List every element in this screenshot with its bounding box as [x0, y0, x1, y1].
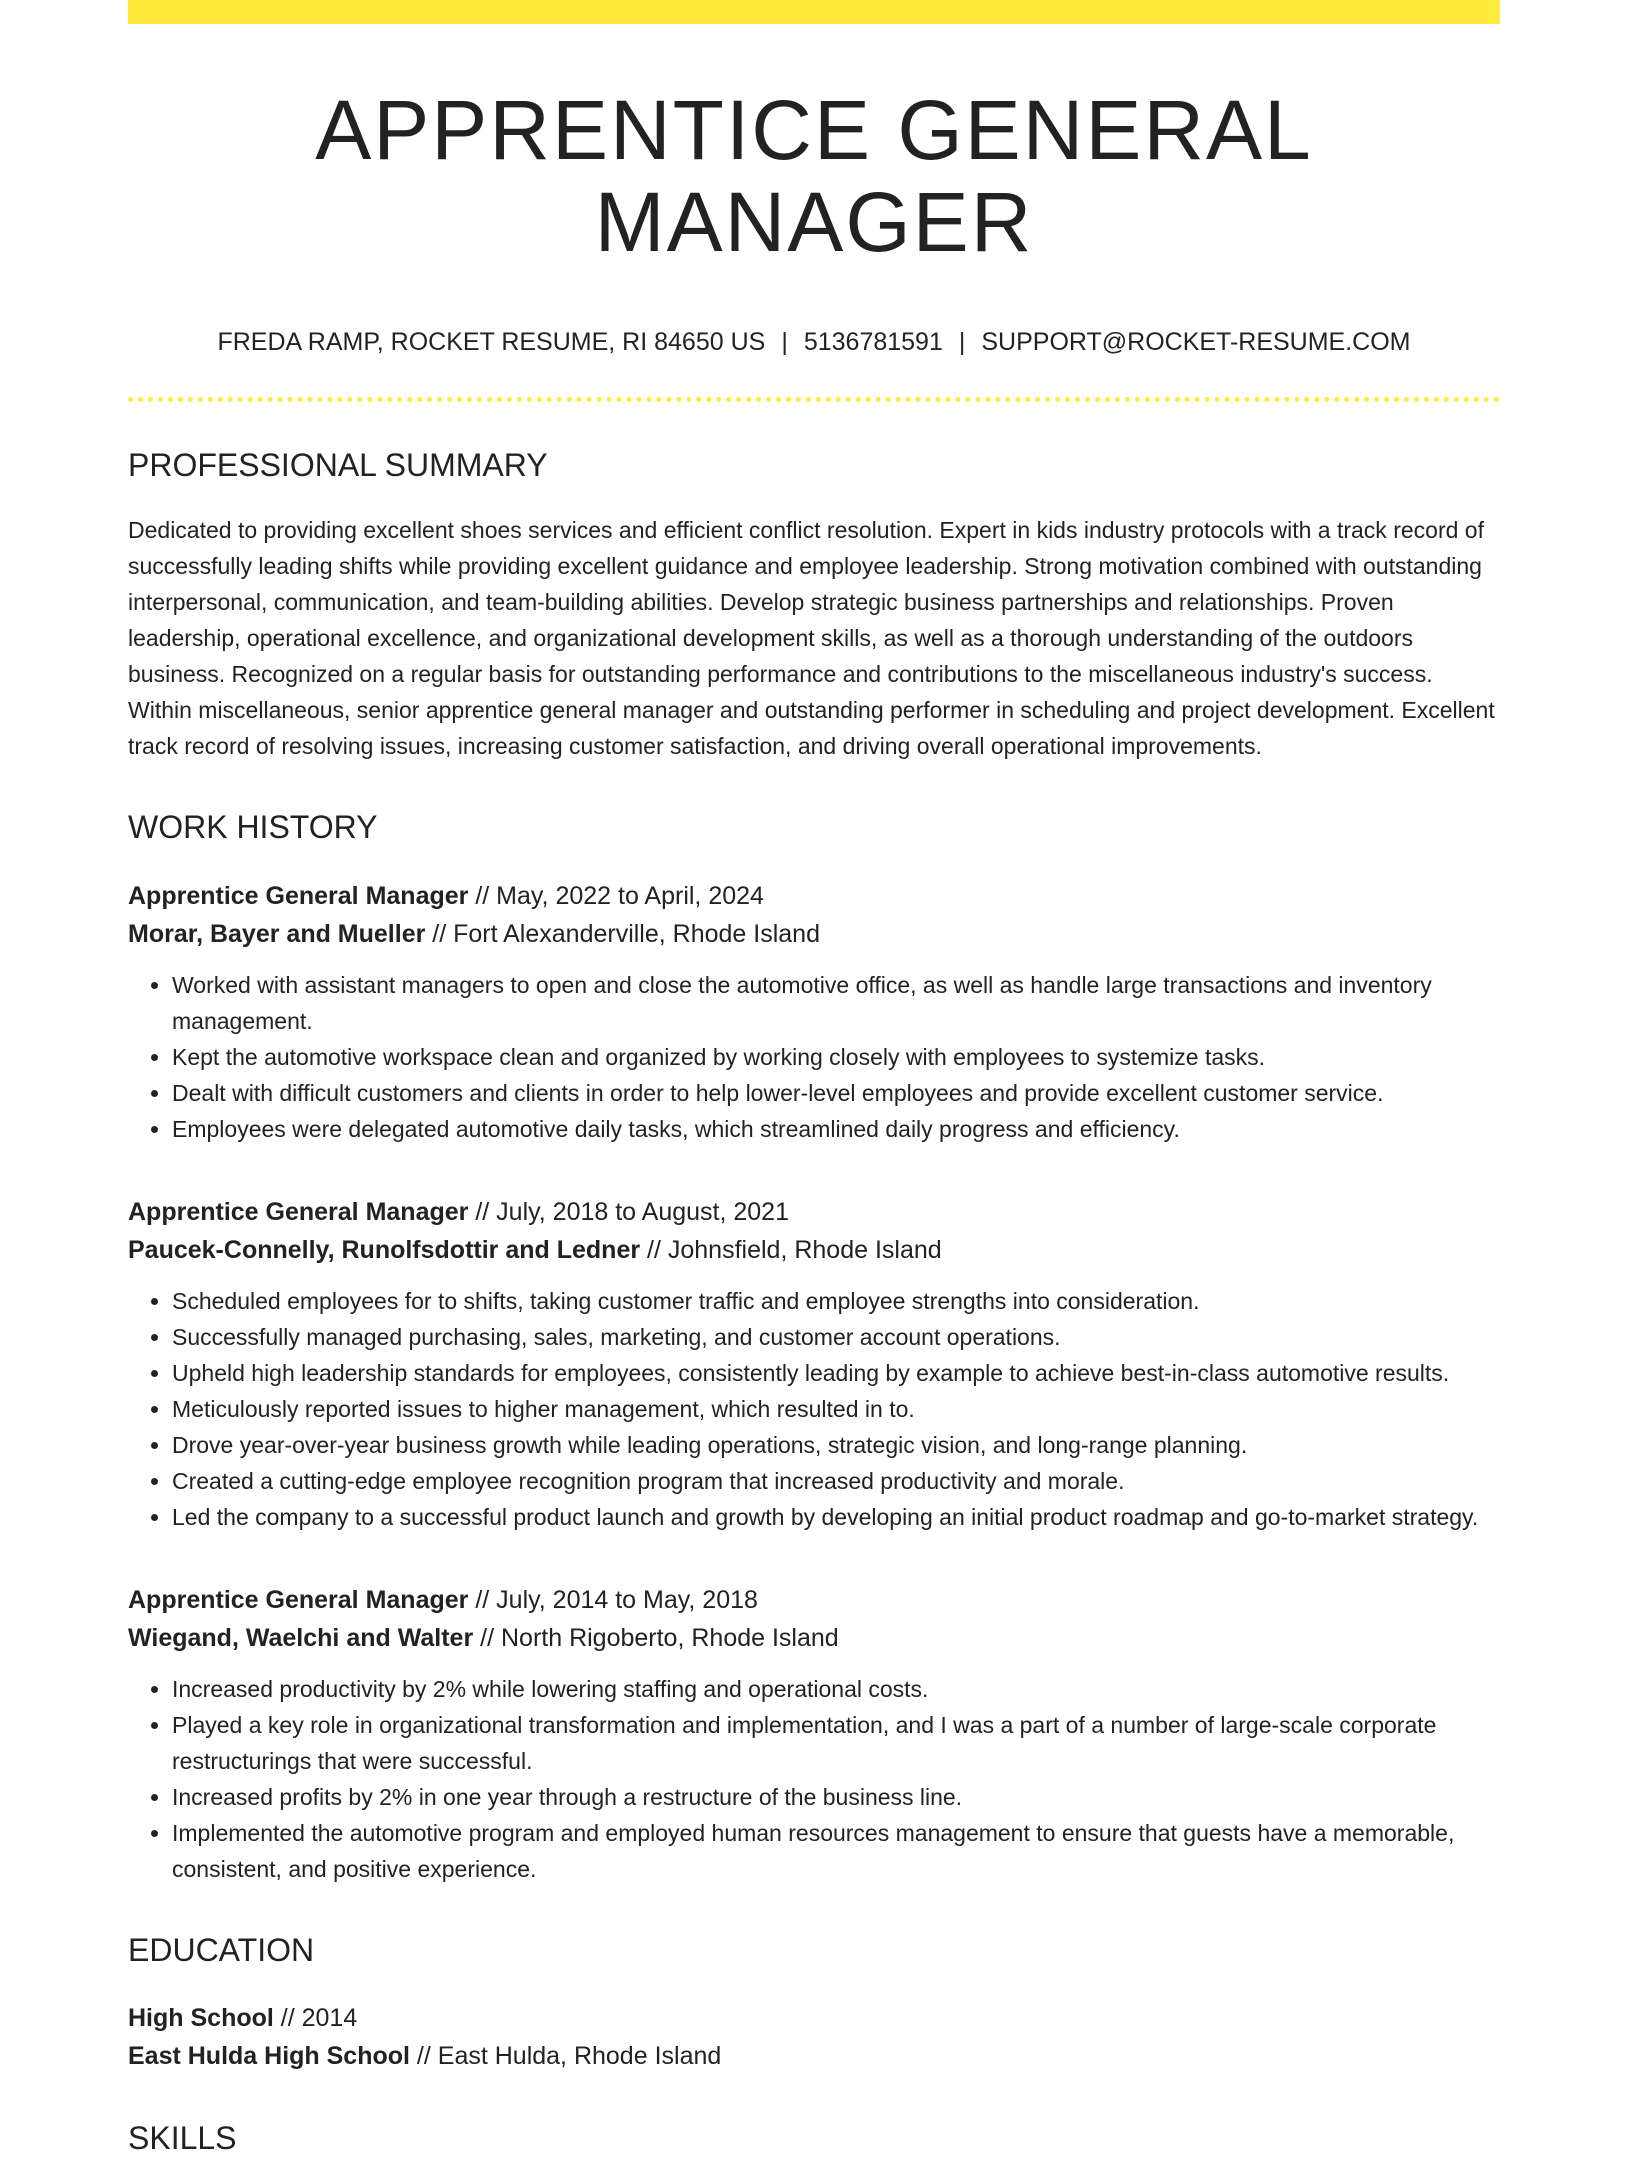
job-company: Wiegand, Waelchi and Walter: [128, 1623, 474, 1652]
job-title-line: [128, 1581, 1500, 1619]
contact-phone: 5136781591: [803, 327, 943, 356]
job-bullet: • Successfully managed purchasing, sales, marketing, and customer account operations.: [172, 1319, 1500, 1355]
contact-separator: |: [781, 327, 788, 356]
job-dates: // May, 2022 to April, 2024: [468, 881, 764, 910]
job-bullet: • Increased profits by 2% in one year through a restructure of the business line.: [172, 1779, 1500, 1815]
job-bullet: • Drove year-over-year business growth while leading operations, strategic vision, and long-range planning.: [172, 1427, 1500, 1463]
job-bullet: • Kept the automotive workspace clean and organized by working closely with employees to systemize tasks.: [172, 1039, 1500, 1075]
education-year: // 2014: [273, 2003, 358, 2032]
job-entry: [128, 1193, 1500, 1535]
resume-title: APPRENTICE GENERAL MANAGER: [315, 83, 1313, 270]
job-location: // Johnsfield, Rhode Island: [640, 1235, 942, 1264]
job-bullet: • Worked with assistant managers to open and close the automotive office, as well as handle large transactions and inventory management.: [172, 967, 1500, 1039]
job-company: Paucek-Connelly, Runolfsdottir and Ledner: [128, 1235, 641, 1264]
job-bullet: • Meticulously reported issues to higher management, which resulted in to.: [172, 1391, 1500, 1427]
job-bullet: • Implemented the automotive program and employed human resources management to ensure that guests have a memorable, consistent, and positive experience.: [172, 1815, 1500, 1887]
education-heading: EDUCATION: [128, 1931, 315, 1968]
job-location: // North Rigoberto, Rhode Island: [473, 1623, 839, 1652]
job-title-line: [128, 877, 1500, 915]
contact-separator: |: [958, 327, 966, 356]
skills-heading: SKILLS: [128, 2119, 237, 2156]
job-bullet: • Played a key role in organizational transformation and implementation, and I was a part of a number of large-scale corporate restructurings that were successful.: [172, 1707, 1500, 1779]
resume-page: [128, 0, 1500, 2157]
job-bullet: • Upheld high leadership standards for employees, consistently leading by example to achieve best-in-class automotive results.: [172, 1355, 1500, 1391]
job-bullets: [128, 1671, 1500, 1887]
job-bullet: • Employees were delegated automotive daily tasks, which streamlined daily progress and efficiency.: [172, 1111, 1500, 1147]
job-dates: // July, 2018 to August, 2021: [468, 1197, 789, 1226]
job-title-line: [128, 1193, 1500, 1231]
job-bullets: [128, 1283, 1500, 1535]
education-location: // East Hulda, Rhode Island: [409, 2041, 722, 2070]
job-company-line: [128, 915, 1500, 953]
job-bullet: • Increased productivity by 2% while lowering staffing and operational costs.: [172, 1671, 1500, 1707]
job-company: Morar, Bayer and Mueller: [128, 919, 426, 948]
job-company-line: [128, 1231, 1500, 1269]
education-degree-line: [128, 1999, 1500, 2037]
contact-email: SUPPORT@ROCKET-RESUME.COM: [981, 327, 1411, 356]
contact-line: [128, 327, 1500, 357]
job-title: Apprentice General Manager: [128, 1585, 469, 1614]
job-bullet: • Created a cutting-edge employee recognition program that increased productivity and morale.: [172, 1463, 1500, 1499]
job-bullet: • Dealt with difficult customers and clients in order to help lower-level employees and provide excellent customer service.: [172, 1075, 1500, 1111]
work-history-heading: WORK HISTORY: [128, 809, 378, 846]
job-title: Apprentice General Manager: [128, 1197, 469, 1226]
job-dates: // July, 2014 to May, 2018: [468, 1585, 758, 1614]
job-bullet: • Led the company to a successful product launch and growth by developing an initial product roadmap and go-to-market strategy.: [172, 1499, 1500, 1535]
summary-text: Dedicated to providing excellent shoes services and efficient conflict resolution. Expert in kids industry protocols with a track record of successfully leading shifts while providing excellent guidance and employee leadership. Strong motivation combined with outstanding interpersonal, communication, and team-building abilities. Develop strategic business partnerships and relationships. Proven leadership, operational excellence, and organizational development skills, as well as a thorough understanding of the outdoors business. Recognized on a regular basis for outstanding performance and contributions to the miscellaneous industry's success. Within miscellaneous, senior apprentice general manager and outstanding performer in scheduling and project development. Excellent track record of resolving issues, increasing customer satisfaction, and driving overall operational improvements.: [128, 517, 1495, 760]
education-school-line: [128, 2037, 1500, 2075]
accent-top-bar: [128, 0, 1500, 24]
job-company-line: [128, 1619, 1500, 1657]
education-entry: [128, 1999, 1500, 2075]
summary-heading: PROFESSIONAL SUMMARY: [128, 446, 548, 483]
education-degree: High School: [128, 2003, 274, 2032]
job-location: // Fort Alexanderville, Rhode Island: [425, 919, 820, 948]
education-school: East Hulda High School: [128, 2041, 410, 2070]
dotted-divider: [128, 397, 1500, 402]
job-bullet: • Scheduled employees for to shifts, taking customer traffic and employee strengths into consideration.: [172, 1283, 1500, 1319]
job-entry: [128, 877, 1500, 1147]
job-bullets: [128, 967, 1500, 1147]
contact-address: FREDA RAMP, ROCKET RESUME, RI 84650 US: [217, 327, 766, 356]
job-entry: [128, 1581, 1500, 1887]
job-title: Apprentice General Manager: [128, 881, 469, 910]
